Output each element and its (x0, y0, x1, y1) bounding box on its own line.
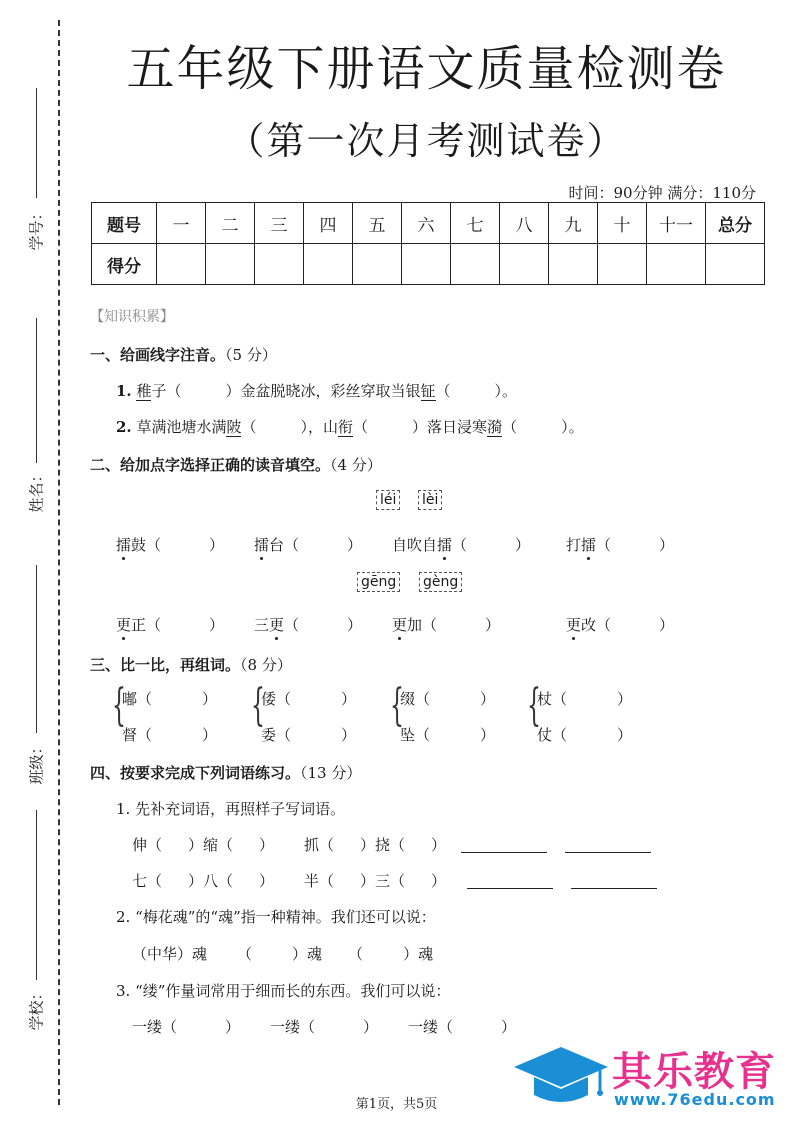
student-id-label: 学号： (27, 205, 46, 251)
score-input-cell[interactable] (353, 244, 402, 285)
text: ） (501, 1018, 517, 1036)
text: ）缩（ (188, 836, 234, 854)
score-input-cell[interactable] (549, 244, 598, 285)
question-2-title (90, 454, 382, 475)
class-label: 班级： (27, 739, 46, 785)
text: 抓（ (304, 836, 335, 854)
text: 加（ (407, 616, 438, 634)
text: ）挠（ (360, 836, 406, 854)
dotted-char: 擂 (437, 536, 453, 554)
text: （ (353, 418, 369, 436)
text: 打 (566, 536, 582, 554)
text: 一缕（ (408, 1018, 454, 1036)
page-number: 第1页，共5页 (355, 1097, 438, 1112)
compare-top (122, 688, 217, 709)
question-points: （8 分） (240, 656, 292, 674)
text: ） (341, 690, 357, 708)
strand-item (270, 1016, 378, 1037)
table-cell: 十 (598, 203, 647, 244)
question-1-item-1 (116, 380, 517, 401)
name-label: 姓名： (27, 467, 46, 513)
text: 督（ (122, 726, 153, 744)
table-cell: 题号 (92, 203, 157, 244)
pinyin-option: léi (376, 490, 400, 510)
score-input-cell[interactable] (598, 244, 647, 285)
compare-bottom (537, 724, 632, 745)
question-4-sub-1: 1. 先补充词语，再照样子写词语。 (116, 800, 346, 818)
score-table-header-row (92, 203, 765, 244)
table-cell: 总分 (706, 203, 765, 244)
binding-dashed-line (58, 20, 60, 1105)
text: ） (480, 690, 496, 708)
question-points: （13 分） (300, 764, 362, 782)
text: ）。 (561, 418, 584, 436)
text: ）。 (494, 382, 518, 400)
question-3-title (90, 654, 292, 675)
word-item (392, 614, 500, 635)
dotted-char: 擂 (254, 536, 270, 554)
text: ），山 (300, 418, 339, 436)
page-subtitle: （第一次月考测试卷） (226, 119, 627, 163)
table-cell: 九 (549, 203, 598, 244)
question-points: （5 分） (225, 346, 277, 364)
item-number: 2. (116, 418, 132, 436)
text: 嘟（ (122, 690, 153, 708)
compare-top (261, 688, 356, 709)
time-info: 时间：90分钟 满分：110分 (568, 184, 756, 202)
table-cell: 得分 (92, 244, 157, 285)
school-blank[interactable] (36, 810, 37, 980)
text: （中华）魂 (132, 945, 208, 963)
text: 正（ (131, 616, 162, 634)
compare-top (537, 688, 632, 709)
text: ） (347, 536, 363, 554)
text: ）三（ (360, 872, 406, 890)
write-word-line[interactable] (461, 852, 547, 853)
pinyin-option: gèng (419, 572, 462, 592)
write-word-line[interactable] (565, 852, 651, 853)
text: ） (225, 1018, 241, 1036)
table-cell: 二 (206, 203, 255, 244)
table-cell: 六 (402, 203, 451, 244)
text: 倭（ (261, 690, 292, 708)
fill-word (132, 870, 274, 891)
word-item (116, 534, 224, 555)
text: 改（ (581, 616, 612, 634)
text: ） (202, 690, 218, 708)
text: 自吹自 (392, 536, 438, 554)
score-input-cell[interactable] (304, 244, 353, 285)
text: 一缕（ (132, 1018, 178, 1036)
text: ）八（ (188, 872, 234, 890)
compare-top (400, 688, 495, 709)
table-cell: 七 (451, 203, 500, 244)
compare-bottom (261, 724, 356, 745)
fill-word (304, 870, 446, 891)
text: （ (596, 536, 612, 554)
question-title-text: 一、给画线字注音。 (90, 346, 226, 364)
underlined-char: 陂 (226, 418, 242, 436)
text: （ (241, 418, 257, 436)
class-blank[interactable] (36, 565, 37, 733)
word-item (566, 614, 674, 635)
question-1-item-2 (116, 416, 584, 437)
brace: { (112, 680, 126, 731)
score-table-score-row (92, 244, 765, 285)
logo-url: www.76edu.com (614, 1090, 776, 1109)
text: ） (209, 536, 225, 554)
text: 仗（ (537, 726, 568, 744)
dotted-char: 更 (269, 616, 285, 634)
underlined-char: 钲 (420, 382, 436, 400)
text: 杖（ (537, 690, 568, 708)
score-input-cell[interactable] (500, 244, 549, 285)
text: ） (363, 1018, 379, 1036)
brace: { (251, 680, 265, 731)
word-item (392, 534, 530, 555)
pinyin-option: gēng (357, 572, 400, 592)
text: ） (259, 872, 275, 890)
text: ） (659, 536, 675, 554)
student-id-blank[interactable] (36, 88, 37, 198)
table-cell: 十一 (647, 203, 706, 244)
text: ）魂 (403, 945, 434, 963)
underlined-char: 漪 (487, 418, 503, 436)
text: （ (435, 382, 451, 400)
logo-name: 其乐教育 (612, 1049, 776, 1095)
score-input-cell[interactable] (451, 244, 500, 285)
word-item (254, 614, 362, 635)
table-cell: 五 (353, 203, 402, 244)
brace: { (390, 680, 404, 731)
text: 草满池塘水满 (136, 418, 227, 436)
text: （ (237, 945, 253, 963)
text: ） (659, 616, 675, 634)
text: 缀（ (400, 690, 431, 708)
text: 伸（ (132, 836, 163, 854)
word-item (566, 534, 674, 555)
text: 半（ (304, 872, 335, 890)
score-input-cell[interactable] (206, 244, 255, 285)
name-blank[interactable] (36, 318, 37, 463)
text: 委（ (261, 726, 292, 744)
dotted-char: 更 (116, 616, 132, 634)
text: 三 (254, 616, 270, 634)
text: ） (617, 690, 633, 708)
text: ） (480, 726, 496, 744)
text: （ (452, 536, 468, 554)
table-cell: 八 (500, 203, 549, 244)
text: ） (341, 726, 357, 744)
dotted-char: 擂 (581, 536, 597, 554)
text: ） (485, 616, 501, 634)
question-4-sub-2: 2. “梅花魂”的“魂”指一种精神。我们还可以说： (116, 908, 436, 926)
text: 一缕（ (270, 1018, 316, 1036)
fill-word (304, 834, 446, 855)
table-cell: 四 (304, 203, 353, 244)
text: ） (431, 836, 447, 854)
text: 鼓（ (131, 536, 162, 554)
text: ） (617, 726, 633, 744)
text: （ (502, 418, 518, 436)
text: ） (202, 726, 218, 744)
text: （ (348, 945, 364, 963)
item-number: 1. (116, 382, 132, 400)
table-cell: 三 (255, 203, 304, 244)
compare-bottom (122, 724, 217, 745)
school-label: 学校： (27, 985, 46, 1031)
brace: { (527, 680, 541, 731)
text: ） (431, 872, 447, 890)
question-points: （4 分） (330, 456, 382, 474)
text: ） (209, 616, 225, 634)
question-1-title (90, 344, 277, 365)
question-title-text: 三、比一比，再组词。 (90, 656, 241, 674)
text: 台（ (269, 536, 300, 554)
question-title-text: 二、给加点字选择正确的读音填空。 (90, 456, 331, 474)
text: ）金盆脱晓冰，彩丝穿取当银 (225, 382, 421, 400)
pinyin-option: lèi (418, 490, 442, 510)
question-4-sub-3: 3. “缕”作量词常用于细而长的东西。我们可以说： (116, 982, 451, 1000)
dotted-char: 更 (566, 616, 582, 634)
question-4-title (90, 762, 361, 783)
section-tag: 【知识积累】 (90, 309, 174, 325)
write-word-line[interactable] (467, 888, 553, 889)
page-title: 五年级下册语文质量检测卷 (126, 41, 727, 97)
text: 七（ (132, 872, 163, 890)
underlined-char: 衔 (338, 418, 354, 436)
score-input-cell[interactable] (255, 244, 304, 285)
graduation-cap-icon (512, 1043, 610, 1113)
score-input-cell[interactable] (157, 244, 206, 285)
score-table (91, 202, 765, 285)
text: ）落日浸寒 (412, 418, 488, 436)
word-item (116, 614, 224, 635)
text: ）魂 (292, 945, 323, 963)
strand-item (408, 1016, 516, 1037)
write-word-line[interactable] (571, 888, 657, 889)
table-cell: 一 (157, 203, 206, 244)
text: 子（ (151, 382, 182, 400)
text: ） (259, 836, 275, 854)
text: 坠（ (400, 726, 431, 744)
fill-word (132, 834, 274, 855)
text: ） (515, 536, 531, 554)
soul-line (132, 943, 433, 964)
text: ） (347, 616, 363, 634)
question-title-text: 四、按要求完成下列词语练习。 (90, 764, 301, 782)
text: （ (284, 616, 300, 634)
underlined-char: 稚 (136, 382, 152, 400)
score-input-cell[interactable] (706, 244, 765, 285)
score-input-cell[interactable] (402, 244, 451, 285)
compare-bottom (400, 724, 495, 745)
strand-item (132, 1016, 240, 1037)
dotted-char: 更 (392, 616, 408, 634)
word-item (254, 534, 362, 555)
dotted-char: 擂 (116, 536, 132, 554)
score-input-cell[interactable] (647, 244, 706, 285)
